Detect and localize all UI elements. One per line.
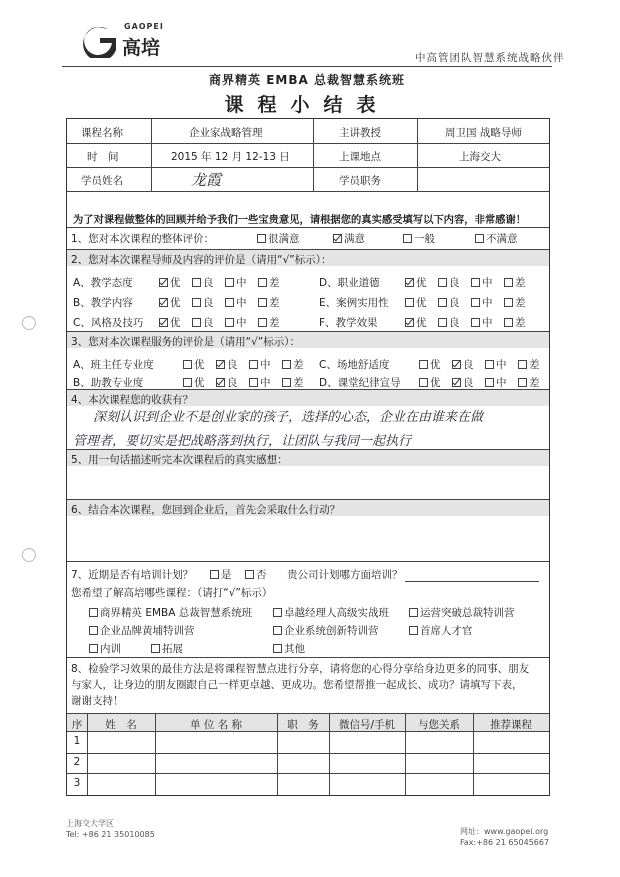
- checkbox[interactable]: [89, 644, 98, 653]
- checkbox[interactable]: [249, 360, 258, 369]
- q3-grade-option[interactable]: [249, 357, 271, 372]
- option-label: 优: [416, 277, 427, 289]
- checkbox[interactable]: [258, 298, 267, 307]
- q2-item-label: D、职业道德: [319, 277, 380, 289]
- punch-hole: [22, 548, 36, 562]
- course-name-value[interactable]: 企业家战略管理: [189, 127, 263, 139]
- option-label: 运营突破总裁特训营: [420, 607, 515, 619]
- option-label: 差: [529, 377, 540, 389]
- checkbox[interactable]: [409, 626, 418, 635]
- option-label: 中: [482, 297, 493, 309]
- checkbox[interactable]: [192, 318, 201, 327]
- checkbox[interactable]: [485, 360, 494, 369]
- student-name-handwriting[interactable]: 龙霞: [191, 171, 222, 189]
- checkbox[interactable]: [504, 298, 513, 307]
- q2-grade-option[interactable]: [405, 315, 427, 330]
- option-label: 优: [194, 377, 205, 389]
- option-label: 差: [293, 359, 304, 371]
- q2-grade-option[interactable]: [159, 315, 181, 330]
- logo-chinese: 高培: [122, 37, 161, 59]
- option-label: 良: [449, 277, 460, 289]
- gaopei-logo-icon: [78, 24, 120, 58]
- q1-label: 1、您对本次课程的整体评价：: [71, 233, 215, 245]
- course-option[interactable]: [89, 641, 121, 656]
- checkbox[interactable]: [504, 318, 513, 327]
- checkbox[interactable]: [438, 318, 447, 327]
- q2-grade-option[interactable]: [225, 315, 247, 330]
- q2-item-label: F、教学效果: [319, 317, 378, 329]
- q3-grade-option[interactable]: [183, 357, 205, 372]
- course-option[interactable]: [409, 623, 473, 638]
- course-name-label: 课程名称: [81, 127, 123, 139]
- checkbox[interactable]: [258, 318, 267, 327]
- q7-label: 7、近期是否有培训计划？: [71, 569, 194, 581]
- option-label: 中: [482, 277, 493, 289]
- option-label: 优: [416, 317, 427, 329]
- checkbox-checked[interactable]: [405, 278, 414, 287]
- course-series-title: 商界精英 EMBA 总裁智慧系统班: [209, 73, 405, 87]
- q7-yes-option[interactable]: 是: [210, 567, 232, 582]
- q2-item-label: C、风格及技巧: [73, 317, 144, 329]
- option-label: 良: [203, 317, 214, 329]
- option-label: 商界精英 EMBA 总裁智慧系统班: [100, 607, 253, 619]
- option-label: 优: [430, 359, 441, 371]
- option-label: 不满意: [486, 233, 518, 245]
- q3-grade-option[interactable]: [419, 375, 441, 390]
- course-option[interactable]: [273, 623, 379, 638]
- checkbox[interactable]: [258, 278, 267, 287]
- option-label: 中: [236, 297, 247, 309]
- option-label: 满意: [344, 233, 365, 245]
- q2-grade-option[interactable]: [438, 315, 460, 330]
- q2-item-label: E、案例实用性: [319, 297, 389, 309]
- option-label: 内训: [100, 643, 121, 655]
- option-label: 差: [515, 277, 526, 289]
- q2-grade-option[interactable]: [192, 275, 214, 290]
- footer-right: [460, 826, 549, 848]
- checkbox[interactable]: [273, 644, 282, 653]
- checkbox[interactable]: [192, 298, 201, 307]
- checkbox-checked[interactable]: [159, 298, 168, 307]
- tel-number: Tel: +86 21 35010085: [66, 830, 155, 839]
- q3-grade-option[interactable]: [452, 375, 474, 390]
- q2-grade-option[interactable]: [258, 315, 280, 330]
- footer-left: [66, 818, 155, 840]
- checkbox[interactable]: [405, 298, 414, 307]
- q2-grade-option[interactable]: [405, 275, 427, 290]
- q3-grade-option[interactable]: [282, 357, 304, 372]
- course-option[interactable]: [151, 641, 183, 656]
- checkbox[interactable]: [471, 318, 480, 327]
- fax-number: Fax:+86 21 65045667: [460, 838, 550, 847]
- option-label: 差: [269, 317, 280, 329]
- lecturer-label: 主讲教授: [339, 127, 381, 139]
- q2-grade-option[interactable]: [504, 315, 526, 330]
- q1-option[interactable]: [333, 231, 365, 246]
- table-header: 与您关系: [418, 719, 460, 731]
- q3-grade-option[interactable]: [452, 357, 474, 372]
- checkbox-checked[interactable]: [159, 318, 168, 327]
- checkbox-checked[interactable]: [159, 278, 168, 287]
- table-header: 单 位 名 称: [189, 719, 242, 731]
- option-label: 良: [227, 359, 238, 371]
- checkbox[interactable]: [183, 378, 192, 387]
- table-row-number: 3: [73, 777, 81, 789]
- q3-grade-option[interactable]: [518, 357, 540, 372]
- option-label: 企业系统创新特训营: [284, 625, 379, 637]
- plan-answer-line[interactable]: [405, 581, 539, 582]
- logo-english: GAOPEI: [124, 22, 164, 31]
- option-label: 中: [236, 317, 247, 329]
- checkbox[interactable]: [403, 234, 412, 243]
- option-label: 中: [496, 359, 507, 371]
- checkbox[interactable]: [485, 378, 494, 387]
- time-label: 时 间: [87, 151, 119, 163]
- place-label: 上课地点: [339, 151, 381, 163]
- checkbox[interactable]: [409, 608, 418, 617]
- option-label: 优: [170, 297, 181, 309]
- course-option[interactable]: [409, 605, 515, 620]
- option-label: 一般: [414, 233, 435, 245]
- q8-text-line2: 与家人，让身边的朋友圈跟自己一样更卓越、更成功。您希望帮推一起成长、成功？请填写下表，: [71, 679, 523, 691]
- q2-grade-option[interactable]: [225, 275, 247, 290]
- table-header: 推荐课程: [490, 719, 532, 731]
- table-row-number: 2: [73, 756, 81, 768]
- option-label: 差: [293, 377, 304, 389]
- student-name-label: 学员姓名: [81, 175, 123, 187]
- option-label: 优: [170, 277, 181, 289]
- checkbox[interactable]: [282, 378, 291, 387]
- q3-grade-option[interactable]: [183, 375, 205, 390]
- q1-option[interactable]: [257, 231, 300, 246]
- option-label: 优: [416, 297, 427, 309]
- website-link[interactable]: 网址：www.gaopei.org: [460, 827, 549, 836]
- q2-grade-option[interactable]: [504, 295, 526, 310]
- q3-label: 3、您对本次课程服务的评价是（请用“√”标示）：: [71, 336, 300, 348]
- option-label: 优: [170, 317, 181, 329]
- checkbox[interactable]: [419, 378, 428, 387]
- page-title: 课程小结表: [224, 94, 390, 116]
- q2-label: 2、您对本次课程导师及内容的评价是（请用“√”标示）：: [71, 254, 332, 266]
- header-divider: [62, 66, 552, 67]
- q1-option[interactable]: [403, 231, 435, 246]
- q7-no-option[interactable]: 否: [245, 567, 267, 582]
- q3-grade-option[interactable]: [282, 375, 304, 390]
- q7-wish-label: 您希望了解高培哪些课程：（请打“√”标示）: [71, 587, 273, 599]
- option-label: 中: [236, 277, 247, 289]
- checkbox[interactable]: [518, 378, 527, 387]
- checkbox[interactable]: [225, 298, 234, 307]
- checkbox[interactable]: [438, 278, 447, 287]
- checkbox[interactable]: [89, 608, 98, 617]
- table-header: 微信号/手机: [338, 719, 396, 731]
- checkbox[interactable]: [471, 278, 480, 287]
- q2-grade-option[interactable]: [405, 295, 427, 310]
- option-label: 首席人才官: [420, 625, 473, 637]
- q2-grade-option[interactable]: [159, 295, 181, 310]
- q6-label: 6、结合本次课程，您回到企业后，首先会采取什么行动？: [71, 504, 341, 516]
- q3-item-label: C、场地舒适度: [319, 359, 390, 371]
- tagline: 中高管团队智慧系统战略伙伴: [415, 52, 565, 64]
- checkbox[interactable]: [504, 278, 513, 287]
- table-header: 序: [71, 719, 83, 731]
- q2-grade-option[interactable]: [438, 275, 460, 290]
- q4-answer-line2[interactable]: 管理者，要切实是把战略落到执行，让团队与我同一起执行: [73, 434, 412, 449]
- checkbox[interactable]: [183, 360, 192, 369]
- option-label: 拓展: [162, 643, 183, 655]
- option-label: 企业品牌黄埔特训营: [100, 625, 195, 637]
- campus-label: 上海交大学区: [66, 819, 114, 828]
- checkbox-checked[interactable]: [216, 378, 225, 387]
- checkbox[interactable]: [273, 608, 282, 617]
- option-label: 良: [449, 317, 460, 329]
- checkbox[interactable]: [518, 360, 527, 369]
- q3-grade-option[interactable]: [249, 375, 271, 390]
- time-value[interactable]: 2015 年 12 月 12-13 日: [171, 151, 290, 163]
- q4-label: 4、本次课程您的收获有？: [71, 394, 194, 406]
- checkbox[interactable]: [438, 298, 447, 307]
- q1-option[interactable]: [475, 231, 518, 246]
- checkbox[interactable]: [151, 644, 160, 653]
- option-label: 很满意: [268, 233, 300, 245]
- option-label: 其他: [284, 643, 305, 655]
- checkbox-checked[interactable]: [216, 360, 225, 369]
- form-frame: [66, 118, 550, 796]
- option-label: 差: [515, 317, 526, 329]
- option-label: 优: [430, 377, 441, 389]
- q3-item-label: B、助教专业度: [73, 377, 144, 389]
- q2-grade-option[interactable]: [438, 295, 460, 310]
- course-option[interactable]: [89, 623, 195, 638]
- option-label: 优: [194, 359, 205, 371]
- checkbox-checked[interactable]: [452, 378, 461, 387]
- q2-grade-option[interactable]: [192, 315, 214, 330]
- option-label: 良: [203, 297, 214, 309]
- q2-grade-option[interactable]: [258, 295, 280, 310]
- q2-grade-option[interactable]: [258, 275, 280, 290]
- checkbox[interactable]: [245, 570, 254, 579]
- lecturer-value[interactable]: 周卫国 战略导师: [445, 127, 522, 139]
- q5-label: 5、用一句话描述听完本次课程后的真实感想：: [71, 454, 288, 466]
- option-label: 良: [463, 359, 474, 371]
- checkbox[interactable]: [89, 626, 98, 635]
- table-header: 职 务: [287, 719, 319, 731]
- option-label: 差: [269, 277, 280, 289]
- q7-plan-question: 贵公司计划哪方面培训？: [287, 569, 403, 581]
- option-label: 中: [496, 377, 507, 389]
- q3-grade-option[interactable]: [216, 375, 238, 390]
- q3-item-label: D、课堂纪律宣导: [319, 377, 401, 389]
- checkbox[interactable]: [471, 298, 480, 307]
- option-label: 中: [482, 317, 493, 329]
- option-label: 差: [515, 297, 526, 309]
- option-label: 良: [227, 377, 238, 389]
- option-label: 中: [260, 359, 271, 371]
- table-row-number: 1: [73, 735, 81, 747]
- course-option[interactable]: [273, 641, 305, 656]
- q2-grade-option[interactable]: [471, 315, 493, 330]
- checkbox[interactable]: [419, 360, 428, 369]
- q3-grade-option[interactable]: [485, 357, 507, 372]
- option-label: 中: [260, 377, 271, 389]
- option-label: 差: [529, 359, 540, 371]
- punch-hole: [22, 316, 36, 330]
- q3-grade-option[interactable]: [216, 357, 238, 372]
- checkbox-checked[interactable]: [405, 318, 414, 327]
- q2-grade-option[interactable]: [504, 275, 526, 290]
- checkbox[interactable]: [192, 278, 201, 287]
- q8-text-line1: 8、检验学习效果的最佳方法是将课程智慧点进行分享，请将您的心得分享给身边更多的同事、朋友: [71, 663, 530, 675]
- checkbox[interactable]: [249, 378, 258, 387]
- q2-item-label: B、教学内容: [73, 297, 133, 309]
- q4-answer-line1[interactable]: 深刻认识到企业不是创业家的孩子，选择的心态，企业在由谁来在做: [93, 410, 484, 425]
- checkbox[interactable]: [273, 626, 282, 635]
- q2-grade-option[interactable]: [225, 295, 247, 310]
- q2-grade-option[interactable]: [471, 275, 493, 290]
- place-value[interactable]: 上海交大: [459, 151, 501, 163]
- q3-grade-option[interactable]: [518, 375, 540, 390]
- checkbox[interactable]: [257, 234, 266, 243]
- option-label: 良: [463, 377, 474, 389]
- checkbox[interactable]: [475, 234, 484, 243]
- course-option[interactable]: [89, 605, 252, 620]
- checkbox[interactable]: [282, 360, 291, 369]
- checkbox-checked[interactable]: [452, 360, 461, 369]
- q2-grade-option[interactable]: [159, 275, 181, 290]
- table-header: 姓 名: [105, 719, 137, 731]
- q2-grade-option[interactable]: [192, 295, 214, 310]
- checkbox-checked[interactable]: [333, 234, 342, 243]
- checkbox[interactable]: [210, 570, 219, 579]
- checkbox[interactable]: [225, 278, 234, 287]
- q3-item-label: A、班主任专业度: [73, 359, 154, 371]
- option-label: 良: [449, 297, 460, 309]
- course-option[interactable]: [273, 605, 389, 620]
- q3-grade-option[interactable]: [419, 357, 441, 372]
- checkbox[interactable]: [225, 318, 234, 327]
- option-label: 差: [269, 297, 280, 309]
- q2-grade-option[interactable]: [471, 295, 493, 310]
- student-position-label: 学员职务: [339, 175, 381, 187]
- option-label: 卓越经理人高级实战班: [284, 607, 389, 619]
- option-label: 良: [203, 277, 214, 289]
- q2-item-label: A、教学态度: [73, 277, 133, 289]
- intro-text: 为了对课程做整体的回顾并给予我们一些宝贵意见，请根据您的真实感受填写以下内容，非常感谢！: [73, 214, 527, 226]
- q3-grade-option[interactable]: [485, 375, 507, 390]
- q8-text-line3: 谢谢支持！: [71, 695, 124, 707]
